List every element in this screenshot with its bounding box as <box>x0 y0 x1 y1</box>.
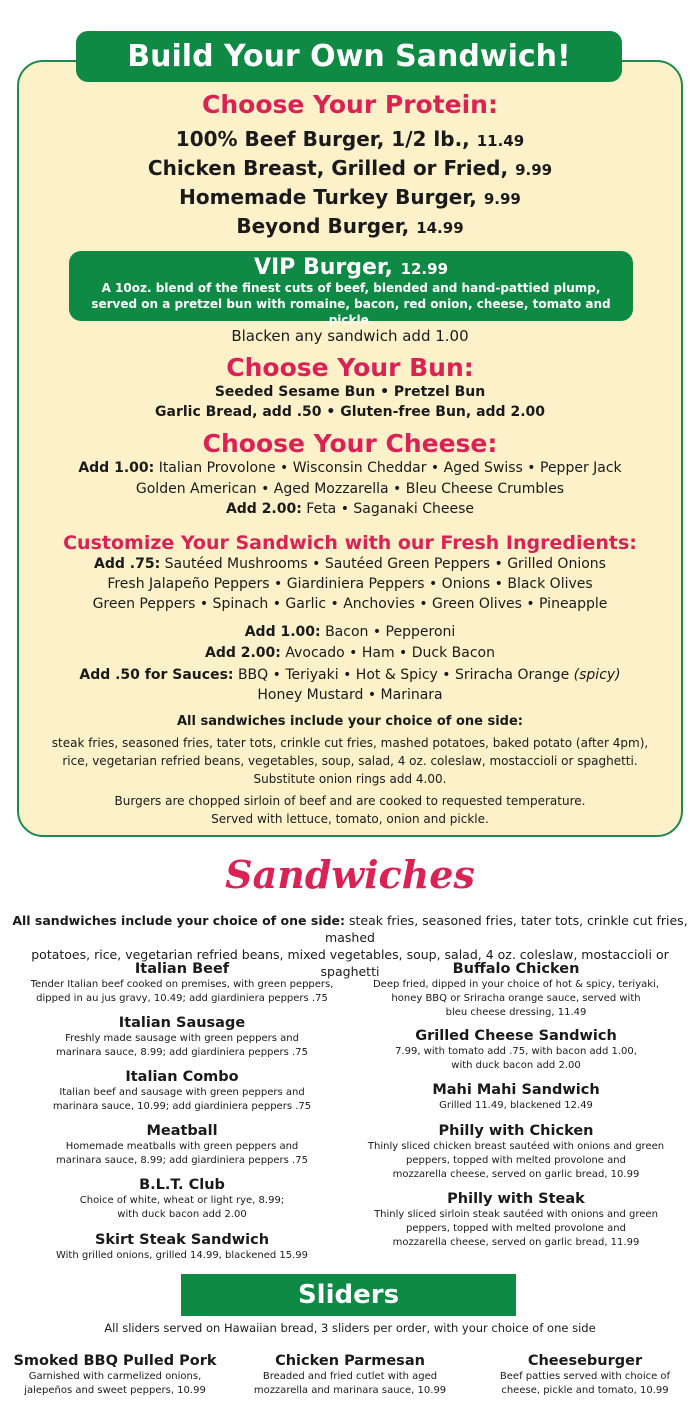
cheese-options: Golden American • Aged Mozzarella • Bleu Cheese Crumbles <box>135 481 565 497</box>
protein-heading: Choose Your Protein: <box>202 90 498 119</box>
menu-item: Mahi Mahi Sandwich Grilled 11.49, blackened 12.49 <box>432 1082 600 1111</box>
protein-item: Homemade Turkey Burger, 9.99 <box>179 185 521 209</box>
cheese-heading: Choose Your Cheese: <box>202 429 498 458</box>
vip-burger-name: VIP Burger, 12.99 <box>253 255 449 280</box>
protein-item: 100% Beef Burger, 1/2 lb., 11.49 <box>175 127 525 151</box>
side-options: steak fries, seasoned fries, tater tots, crinkle cut fries, mashed potatoes, baked potato (after 4pm), <box>51 736 649 750</box>
menu-item: B.L.T. Club Choice of white, wheat or light rye, 8.99; with duck bacon add 2.00 <box>79 1177 285 1220</box>
menu-item: Meatball Homemade meatballs with green peppers and marinara sauce, 8.99; add giardiniera peppers .75 <box>56 1123 308 1166</box>
protein-item: Beyond Burger, 14.99 <box>236 214 464 238</box>
vip-burger-box <box>69 251 633 327</box>
vip-burger-desc: served on a pretzel bun with romaine, bacon, red onion, cheese, tomato and pickle. <box>91 297 611 327</box>
sliders-heading: Sliders <box>181 1274 516 1316</box>
ingredient-options: Fresh Jalapeño Peppers • Giardiniera Peppers • Onions • Black Olives <box>107 576 593 592</box>
ingredient-options: Add 2.00: Avocado • Ham • Duck Bacon <box>205 645 495 661</box>
bun-heading: Choose Your Bun: <box>226 353 474 382</box>
side-substitute: Substitute onion rings add 4.00. <box>253 772 447 786</box>
ingredient-options: Green Peppers • Spinach • Garlic • Anchovies • Green Olives • Pineapple <box>92 596 608 612</box>
bun-options: Seeded Sesame Bun • Pretzel Bun <box>214 384 486 400</box>
ingredient-options: Add 1.00: Bacon • Pepperoni <box>244 624 456 640</box>
menu-item: Italian Combo Italian beef and sausage with green peppers and marinara sauce, 10.99; add giardiniera peppers .75 <box>52 1069 312 1112</box>
menu-item: Italian Beef Tender Italian beef cooked on premises, with green peppers, dipped in au jus gravy, 10.49; add giardiniera peppers .75 <box>30 961 334 1004</box>
menu-item: Skirt Steak Sandwich With grilled onions, grilled 14.99, blackened 15.99 <box>55 1232 309 1261</box>
menu-item: Buffalo Chicken Deep fried, dipped in your choice of hot & spicy, teriyaki, honey BBQ or Sriracha orange sauce, served with bleu cheese dressing, 11.49 <box>372 961 660 1018</box>
side-options: rice, vegetarian refried beans, vegetables, soup, salad, 4 oz. coleslaw, mostaccioli or spaghetti. <box>62 754 638 768</box>
side-heading: All sandwiches include your choice of one side: <box>176 714 523 729</box>
ingredient-options: Add .75: Sautéed Mushrooms • Sautéed Green Peppers • Grilled Onions <box>94 556 606 572</box>
byo-title: Build Your Own Sandwich! <box>76 31 622 82</box>
sliders-intro: All sliders served on Hawaiian bread, 3 sliders per order, with your choice of one side <box>104 1321 596 1335</box>
blacken-note: Blacken any sandwich add 1.00 <box>231 327 469 345</box>
sandwiches-heading: Sandwiches <box>225 852 475 897</box>
cheese-options: Add 2.00: Feta • Saganaki Cheese <box>225 501 475 517</box>
cheese-options: Add 1.00: Italian Provolone • Wisconsin Cheddar • Aged Swiss • Pepper Jack <box>78 460 622 476</box>
burger-note: Burgers are chopped sirloin of beef and are cooked to requested temperature. <box>114 794 586 808</box>
vip-burger-desc: A 10oz. blend of the finest cuts of beef, blended and hand-pattied plump, <box>101 281 601 295</box>
sauce-options: Honey Mustard • Marinara <box>257 687 443 703</box>
bun-options: Garlic Bread, add .50 • Gluten-free Bun, add 2.00 <box>155 404 545 420</box>
menu-item: Italian Sausage Freshly made sausage with green peppers and marinara sauce, 8.99; add giardiniera peppers .75 <box>56 1015 308 1058</box>
customize-heading: Customize Your Sandwich with our Fresh Ingredients: <box>63 532 637 554</box>
sauce-options: Add .50 for Sauces: BBQ • Teriyaki • Hot & Spicy • Sriracha Orange (spicy) <box>79 667 621 683</box>
sandwiches-intro: All sandwiches include your choice of one side: steak fries, seasoned fries, tater tots, crinkle cut fries, mashed potatoes, rice, vegetarian refried beans, mixed vegetables, soup, salad, 4 oz. coleslaw, mostaccioli or spaghetti <box>12 913 688 979</box>
menu-item: Grilled Cheese Sandwich 7.99, with tomato add .75, with bacon add 1.00, with duck bacon add 2.00 <box>395 1028 637 1071</box>
slider-item: Cheeseburger Beef patties served with choice of cheese, pickle and tomato, 10.99 <box>499 1353 671 1396</box>
menu-item: Philly with Steak Thinly sliced sirloin steak sautéed with onions and green peppers, topped with melted provolone and mozzarella cheese, served on garlic bread, 11.99 <box>374 1191 658 1248</box>
burger-note: Served with lettuce, tomato, onion and pickle. <box>211 812 489 826</box>
menu-item: Philly with Chicken Thinly sliced chicken breast sautéed with onions and green peppers, topped with melted provolone and mozzarella cheese, served on garlic bread, 10.99 <box>367 1123 665 1180</box>
protein-item: Chicken Breast, Grilled or Fried, 9.99 <box>147 156 553 180</box>
slider-item: Chicken Parmesan Breaded and fried cutlet with aged mozzarella and marinara sauce, 10.99 <box>253 1353 447 1396</box>
slider-item: Smoked BBQ Pulled Pork Garnished with carmelized onions, jalepeños and sweet peppers, 10.99 <box>13 1353 217 1396</box>
